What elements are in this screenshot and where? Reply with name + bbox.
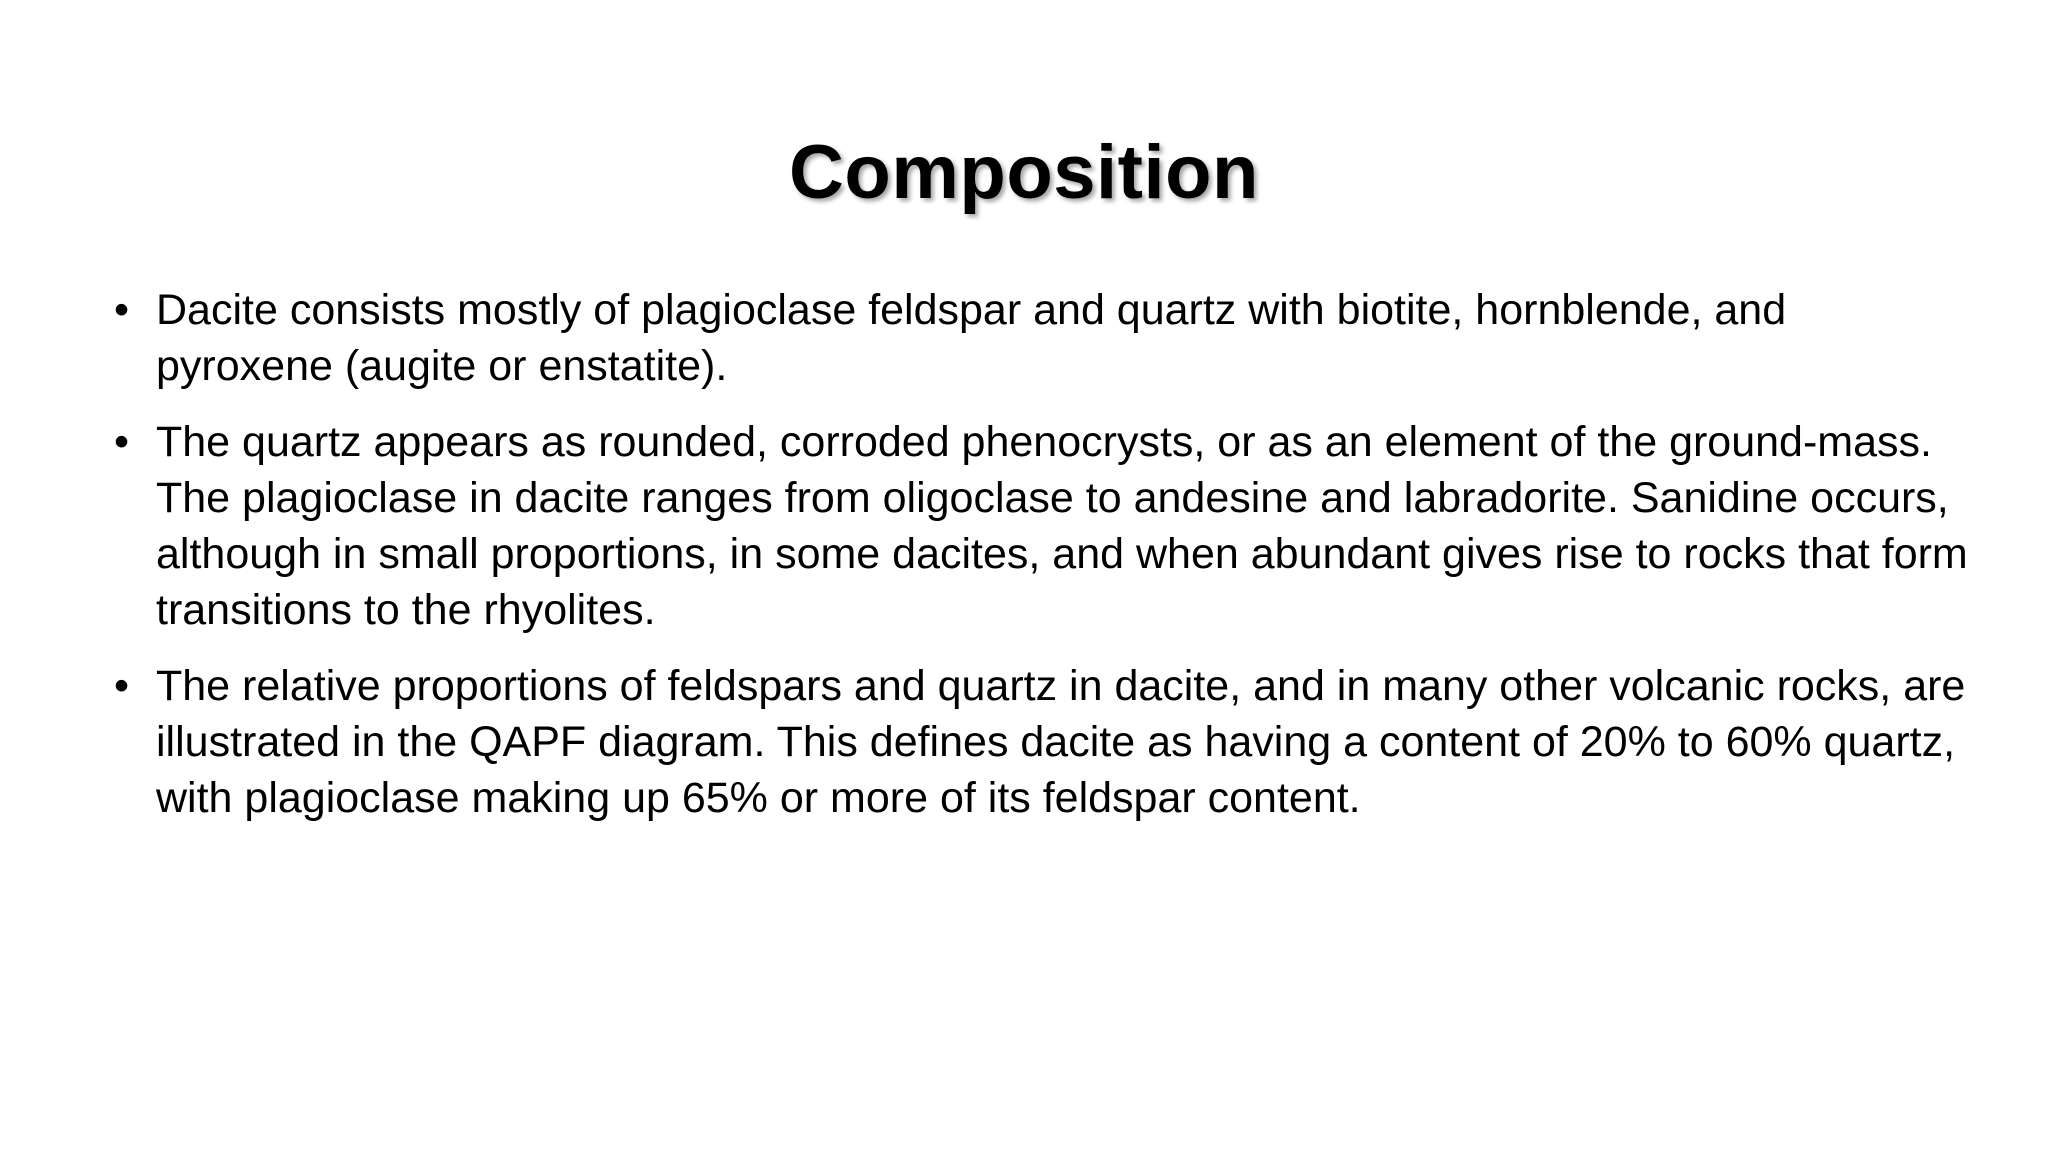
bullet-icon: • [114, 418, 130, 466]
bullet-item [114, 658, 1974, 826]
bullet-list [114, 282, 1974, 846]
bullet-item [114, 282, 1974, 394]
slide-title: Composition [789, 130, 1259, 215]
bullet-text: The quartz appears as rounded, corroded phenocrysts, or as an element of the ground-mass. The plagioclase in dacite ranges from oligoclase to andesine and labradorite. Sanidine occurs, although in small proportions, in some dacites, and when abundant gives rise to rocks that form transitions to the rhyolites. [156, 418, 1968, 634]
bullet-text: Dacite consists mostly of plagioclase feldspar and quartz with biotite, hornblende, and pyroxene (augite or enstatite). [156, 286, 1787, 390]
bullet-icon: • [114, 662, 130, 710]
bullet-text: The relative proportions of feldspars and quartz in dacite, and in many other volcanic rocks, are illustrated in the QAPF diagram. This defines dacite as having a content of 20% to 60% quartz, with plagioclase making up 65% or more of its feldspar content. [156, 662, 1966, 822]
bullet-icon: • [114, 286, 130, 334]
bullet-item [114, 414, 1974, 638]
